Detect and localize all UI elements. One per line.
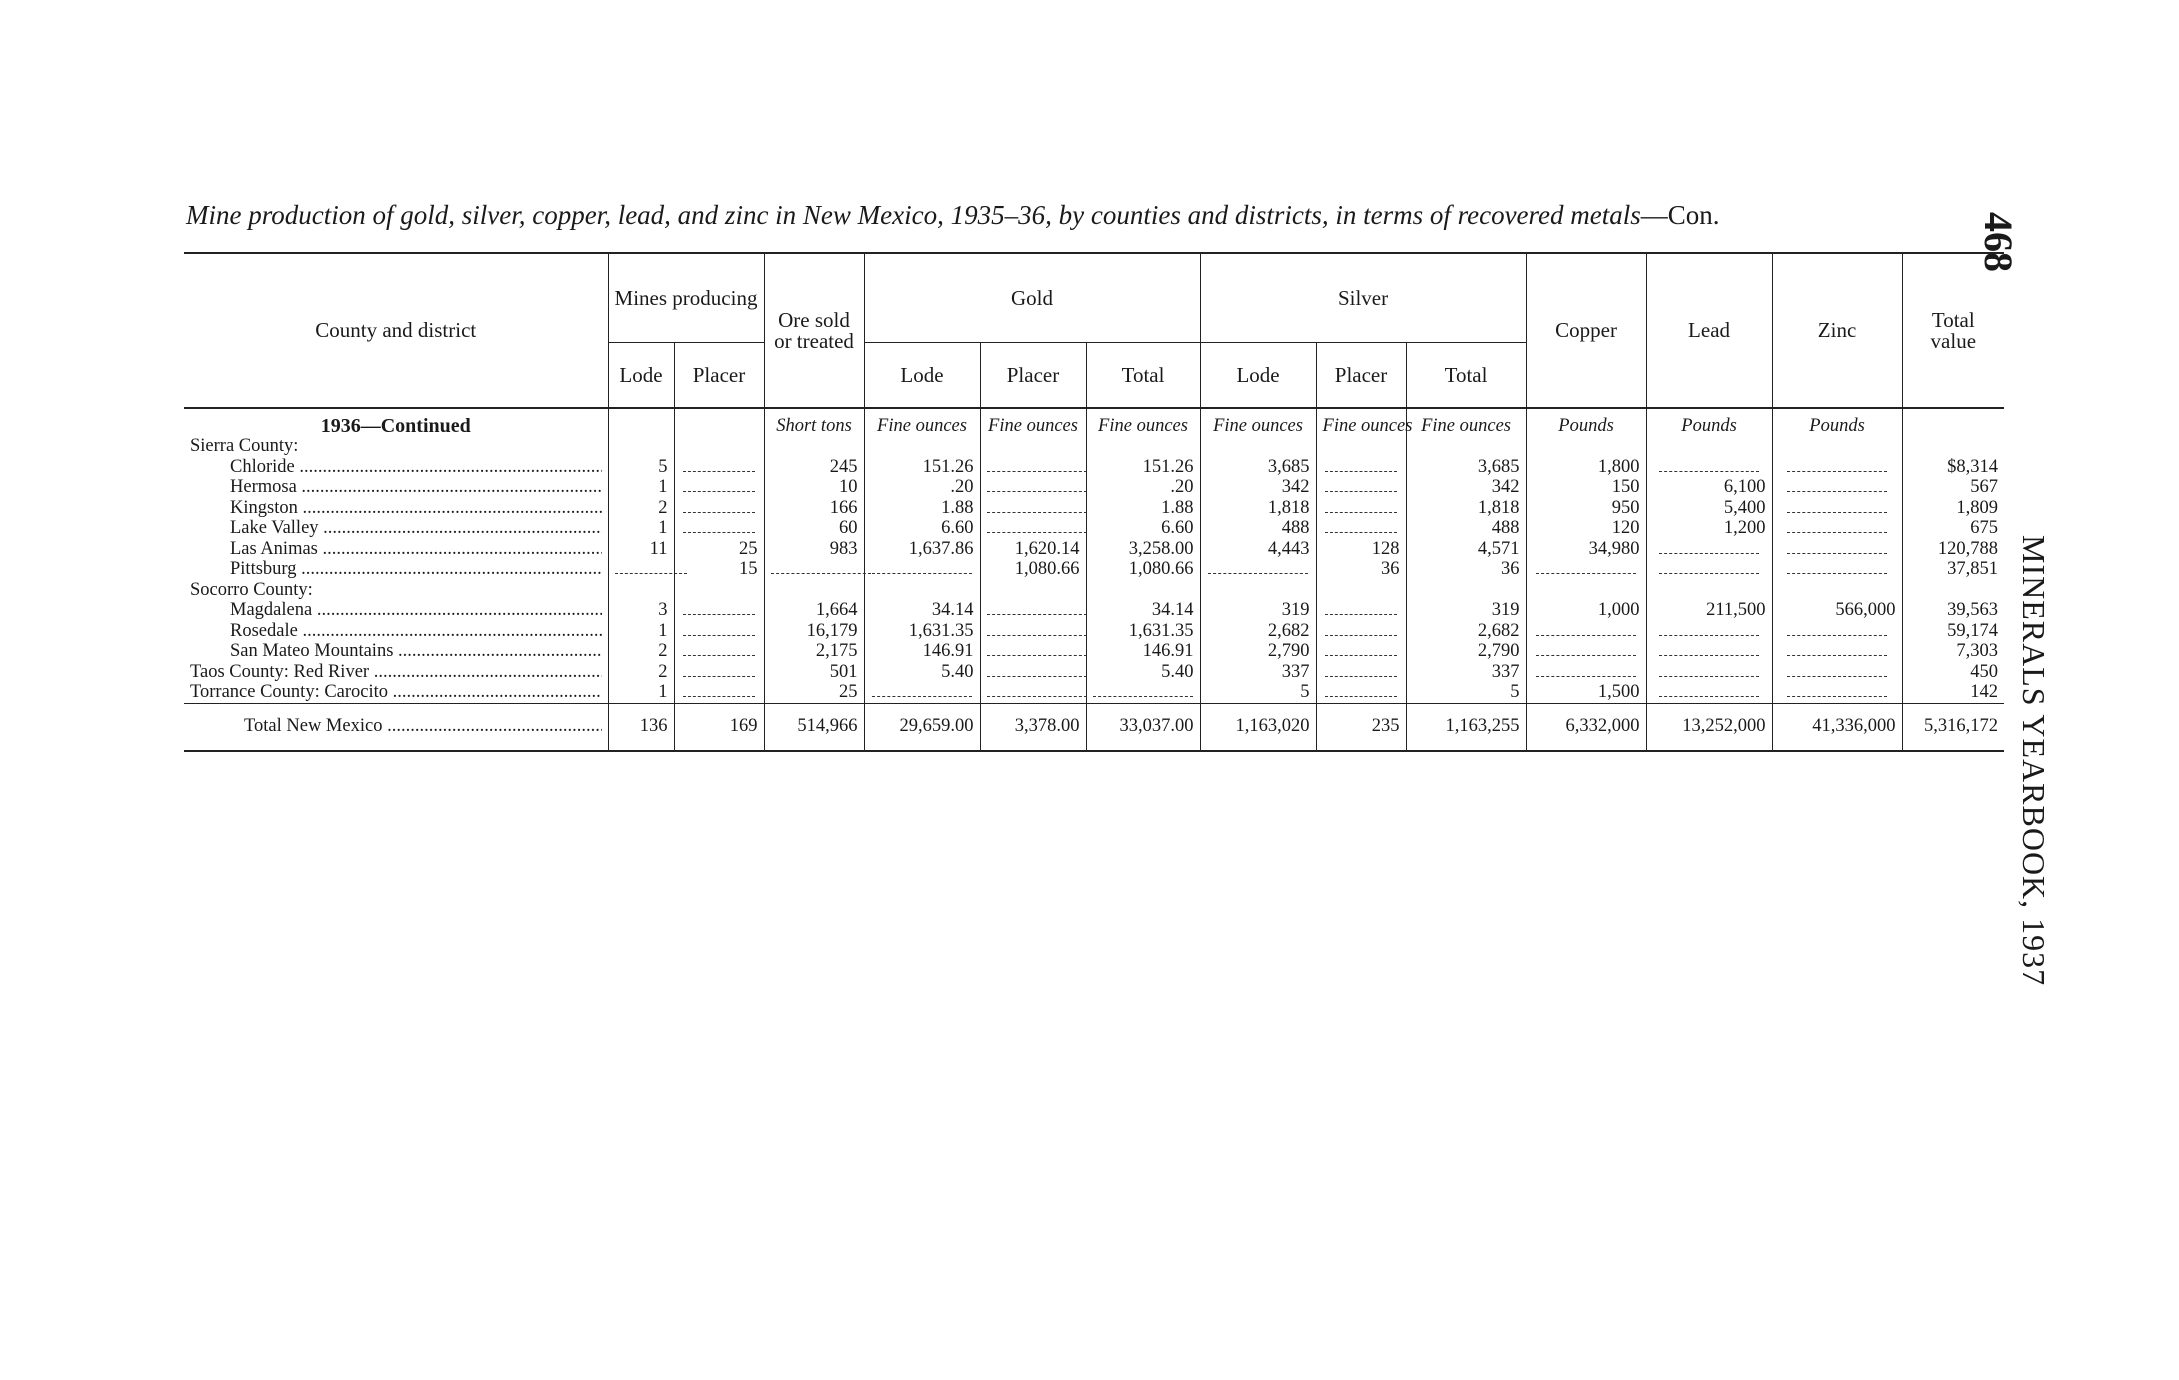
cell-silver-placer: 36	[1316, 559, 1406, 580]
cell-silver-total: 1,163,255	[1406, 703, 1526, 751]
cell-mines-lode: 1	[608, 682, 674, 703]
table-row	[184, 539, 2004, 560]
cell-gold-placer	[980, 600, 1086, 621]
cell-mines-lode: 11	[608, 539, 674, 560]
cell-mines-placer	[674, 498, 764, 519]
cell-gold-placer	[980, 682, 1086, 703]
cell-gold-lode	[864, 682, 980, 703]
district-name: Socorro County:	[190, 579, 313, 600]
cell-mines-placer	[674, 580, 764, 601]
cell-lead: 13,252,000	[1646, 703, 1772, 751]
district-name: Kingston .....	[184, 498, 608, 519]
cell-silver-placer	[1316, 477, 1406, 498]
unit-copper: Pounds	[1526, 408, 1646, 436]
cell-ore: 514,966	[764, 703, 864, 751]
cell-copper: 6,332,000	[1526, 703, 1646, 751]
unit-gold-total: Fine ounces	[1086, 408, 1200, 436]
cell-zinc	[1772, 436, 1902, 457]
cell-silver-total: 337	[1406, 662, 1526, 683]
cell-silver-placer	[1316, 641, 1406, 662]
district-name: San Mateo Mountains .....	[184, 641, 608, 662]
cell-gold-total: 1,080.66	[1086, 559, 1200, 580]
district-name: Torrance County: Carocito .....	[184, 682, 608, 703]
col-header-silver-placer: Placer	[1316, 343, 1406, 409]
cell-lead	[1646, 436, 1772, 457]
cell-mines-lode	[608, 436, 674, 457]
cell-gold-lode	[864, 436, 980, 457]
cell-lead	[1646, 641, 1772, 662]
cell-gold-lode: 1,637.86	[864, 539, 980, 560]
col-header-silver: Silver	[1200, 253, 1526, 343]
cell-gold-total: 151.26	[1086, 457, 1200, 478]
cell-silver-total	[1406, 436, 1526, 457]
cell-copper	[1526, 621, 1646, 642]
cell-mines-lode: 3	[608, 600, 674, 621]
cell-copper: 1,500	[1526, 682, 1646, 703]
cell-gold-lode	[864, 580, 980, 601]
cell-gold-total: 5.40	[1086, 662, 1200, 683]
cell-silver-lode: 3,685	[1200, 457, 1316, 478]
cell-silver-total: 2,790	[1406, 641, 1526, 662]
cell-lead	[1646, 580, 1772, 601]
cell-gold-placer: 1,620.14	[980, 539, 1086, 560]
unit-silver-placer: Fine ounces	[1316, 408, 1406, 436]
cell-ore: 245	[764, 457, 864, 478]
cell-silver-placer: 128	[1316, 539, 1406, 560]
cell-gold-placer: 3,378.00	[980, 703, 1086, 751]
table-row	[184, 477, 2004, 498]
cell-silver-placer	[1316, 436, 1406, 457]
cell-silver-placer	[1316, 457, 1406, 478]
cell-mines-placer: 169	[674, 703, 764, 751]
cell-value: 450	[1902, 662, 2004, 683]
cell-silver-total: 3,685	[1406, 457, 1526, 478]
cell-silver-lode: 337	[1200, 662, 1316, 683]
cell-ore: 10	[764, 477, 864, 498]
cell-silver-total: 4,571	[1406, 539, 1526, 560]
col-header-zinc: Zinc	[1772, 253, 1902, 408]
cell-ore: 16,179	[764, 621, 864, 642]
col-header-copper: Copper	[1526, 253, 1646, 408]
col-header-lead: Lead	[1646, 253, 1772, 408]
cell-zinc	[1772, 580, 1902, 601]
cell-ore: 2,175	[764, 641, 864, 662]
cell-value	[1902, 580, 2004, 601]
cell-copper: 120	[1526, 518, 1646, 539]
cell-mines-lode: 2	[608, 662, 674, 683]
cell-silver-lode	[1200, 559, 1316, 580]
cell-mines-placer	[674, 477, 764, 498]
cell-zinc	[1772, 559, 1902, 580]
district-name: Lake Valley .....	[184, 518, 608, 539]
cell-zinc	[1772, 457, 1902, 478]
cell-silver-placer	[1316, 580, 1406, 601]
cell-value: 37,851	[1902, 559, 2004, 580]
col-header-gold-lode: Lode	[864, 343, 980, 409]
cell-silver-total: 36	[1406, 559, 1526, 580]
district-name: Taos County: Red River .....	[184, 662, 608, 683]
cell-silver-total: 1,818	[1406, 498, 1526, 519]
district-name: Rosedale .....	[184, 621, 608, 642]
col-header-gold-total: Total	[1086, 343, 1200, 409]
cell-gold-total	[1086, 580, 1200, 601]
table-row	[184, 682, 2004, 703]
cell-gold-total: 3,258.00	[1086, 539, 1200, 560]
cell-gold-total	[1086, 436, 1200, 457]
col-header-silver-lode: Lode	[1200, 343, 1316, 409]
district-name: Chloride .....	[184, 457, 608, 478]
cell-silver-placer	[1316, 662, 1406, 683]
cell-gold-placer: 1,080.66	[980, 559, 1086, 580]
unit-gold-placer: Fine ounces	[980, 408, 1086, 436]
cell-mines-placer	[674, 436, 764, 457]
cell-gold-total: 146.91	[1086, 641, 1200, 662]
district-name: Total New Mexico .....	[184, 703, 608, 751]
cell-value: 675	[1902, 518, 2004, 539]
unit-zinc: Pounds	[1772, 408, 1902, 436]
cell-mines-placer	[674, 682, 764, 703]
cell-mines-placer: 15	[674, 559, 764, 580]
cell-copper	[1526, 580, 1646, 601]
table-row	[184, 436, 2004, 457]
cell-gold-placer	[980, 621, 1086, 642]
cell-mines-lode	[608, 559, 674, 580]
cell-zinc: 566,000	[1772, 600, 1902, 621]
col-header-silver-total: Total	[1406, 343, 1526, 409]
cell-copper: 34,980	[1526, 539, 1646, 560]
title-suffix: —Con.	[1640, 200, 1720, 230]
cell-gold-total	[1086, 682, 1200, 703]
cell-zinc	[1772, 682, 1902, 703]
cell-lead	[1646, 559, 1772, 580]
cell-lead	[1646, 621, 1772, 642]
cell-gold-lode: 151.26	[864, 457, 980, 478]
cell-value: $8,314	[1902, 457, 2004, 478]
cell-zinc	[1772, 539, 1902, 560]
table-row	[184, 662, 2004, 683]
cell-lead: 1,200	[1646, 518, 1772, 539]
cell-silver-lode: 4,443	[1200, 539, 1316, 560]
running-head: MINERALS YEARBOOK, 1937	[2016, 535, 2052, 987]
cell-copper: 150	[1526, 477, 1646, 498]
cell-gold-placer	[980, 518, 1086, 539]
table-row	[184, 580, 2004, 601]
cell-mines-lode: 2	[608, 641, 674, 662]
cell-lead	[1646, 457, 1772, 478]
production-table	[184, 252, 2004, 752]
cell-mines-placer	[674, 600, 764, 621]
cell-ore: 983	[764, 539, 864, 560]
table-row	[184, 621, 2004, 642]
units-row	[184, 408, 2004, 436]
cell-gold-total: 33,037.00	[1086, 703, 1200, 751]
cell-lead: 6,100	[1646, 477, 1772, 498]
district-name: Pittsburg .....	[184, 559, 608, 580]
cell-silver-placer	[1316, 621, 1406, 642]
cell-ore	[764, 580, 864, 601]
cell-silver-total: 319	[1406, 600, 1526, 621]
table-row	[184, 559, 2004, 580]
cell-ore: 25	[764, 682, 864, 703]
unit-lead: Pounds	[1646, 408, 1772, 436]
col-header-gold: Gold	[864, 253, 1200, 343]
cell-silver-lode: 1,163,020	[1200, 703, 1316, 751]
cell-gold-lode: 6.60	[864, 518, 980, 539]
col-header-total-value: Total value	[1902, 253, 2004, 408]
col-header-ore: Ore sold or treated	[764, 253, 864, 408]
cell-gold-total: 6.60	[1086, 518, 1200, 539]
col-header-mines: Mines producing	[608, 253, 764, 343]
cell-copper: 1,000	[1526, 600, 1646, 621]
cell-zinc	[1772, 477, 1902, 498]
cell-zinc	[1772, 621, 1902, 642]
cell-zinc	[1772, 662, 1902, 683]
table-row	[184, 518, 2004, 539]
cell-copper: 1,800	[1526, 457, 1646, 478]
district-name: Las Animas .....	[184, 539, 608, 560]
cell-gold-total: .20	[1086, 477, 1200, 498]
cell-mines-lode: 1	[608, 518, 674, 539]
unit-ore: Short tons	[764, 408, 864, 436]
cell-gold-total: 34.14	[1086, 600, 1200, 621]
cell-gold-placer	[980, 641, 1086, 662]
cell-lead	[1646, 682, 1772, 703]
cell-gold-lode: 29,659.00	[864, 703, 980, 751]
cell-gold-lode	[864, 559, 980, 580]
cell-gold-lode: 5.40	[864, 662, 980, 683]
table-row	[184, 641, 2004, 662]
cell-gold-placer	[980, 436, 1086, 457]
table-row	[184, 498, 2004, 519]
cell-mines-lode: 5	[608, 457, 674, 478]
cell-silver-total: 342	[1406, 477, 1526, 498]
cell-mines-lode: 1	[608, 621, 674, 642]
cell-value: 567	[1902, 477, 2004, 498]
cell-value: 142	[1902, 682, 2004, 703]
col-header-county: County and district	[315, 318, 477, 343]
cell-zinc: 41,336,000	[1772, 703, 1902, 751]
unit-silver-lode: Fine ounces	[1200, 408, 1316, 436]
total-row	[184, 703, 2004, 751]
cell-mines-placer: 25	[674, 539, 764, 560]
cell-ore	[764, 436, 864, 457]
page-number: 468	[1976, 212, 2021, 272]
cell-mines-lode: 1	[608, 477, 674, 498]
unit-silver-total: Fine ounces	[1406, 408, 1526, 436]
cell-gold-total: 1.88	[1086, 498, 1200, 519]
district-name: Magdalena .....	[184, 600, 608, 621]
cell-silver-placer	[1316, 600, 1406, 621]
table-row	[184, 457, 2004, 478]
cell-silver-lode	[1200, 580, 1316, 601]
col-header-gold-placer: Placer	[980, 343, 1086, 409]
cell-ore: 1,664	[764, 600, 864, 621]
cell-gold-placer	[980, 662, 1086, 683]
cell-ore: 501	[764, 662, 864, 683]
cell-gold-placer	[980, 580, 1086, 601]
cell-gold-lode: 146.91	[864, 641, 980, 662]
cell-silver-lode: 2,682	[1200, 621, 1316, 642]
cell-ore: 60	[764, 518, 864, 539]
cell-silver-total: 488	[1406, 518, 1526, 539]
cell-zinc	[1772, 498, 1902, 519]
cell-value: 5,316,172	[1902, 703, 2004, 751]
cell-value: 59,174	[1902, 621, 2004, 642]
cell-ore	[764, 559, 864, 580]
cell-silver-lode	[1200, 436, 1316, 457]
cell-value: 39,563	[1902, 600, 2004, 621]
cell-value: 7,303	[1902, 641, 2004, 662]
cell-lead: 211,500	[1646, 600, 1772, 621]
cell-mines-placer	[674, 641, 764, 662]
cell-copper: 950	[1526, 498, 1646, 519]
cell-silver-lode: 488	[1200, 518, 1316, 539]
cell-silver-placer: 235	[1316, 703, 1406, 751]
cell-gold-lode: .20	[864, 477, 980, 498]
cell-silver-total: 2,682	[1406, 621, 1526, 642]
cell-value	[1902, 436, 2004, 457]
cell-gold-total: 1,631.35	[1086, 621, 1200, 642]
cell-silver-placer	[1316, 518, 1406, 539]
cell-silver-lode: 5	[1200, 682, 1316, 703]
col-header-mines-placer: Placer	[674, 343, 764, 409]
cell-mines-lode	[608, 580, 674, 601]
cell-mines-placer	[674, 662, 764, 683]
table-row	[184, 600, 2004, 621]
cell-zinc	[1772, 518, 1902, 539]
cell-value: 120,788	[1902, 539, 2004, 560]
section-label: 1936—Continued	[320, 415, 471, 437]
cell-silver-placer	[1316, 498, 1406, 519]
cell-gold-placer	[980, 457, 1086, 478]
cell-gold-lode: 34.14	[864, 600, 980, 621]
cell-mines-placer	[674, 518, 764, 539]
cell-lead	[1646, 662, 1772, 683]
cell-gold-placer	[980, 498, 1086, 519]
district-name: Sierra County:	[190, 436, 299, 456]
cell-silver-lode: 1,818	[1200, 498, 1316, 519]
cell-mines-placer	[674, 621, 764, 642]
cell-ore: 166	[764, 498, 864, 519]
cell-mines-placer	[674, 457, 764, 478]
cell-lead: 5,400	[1646, 498, 1772, 519]
cell-lead	[1646, 539, 1772, 560]
cell-mines-lode: 136	[608, 703, 674, 751]
cell-silver-placer	[1316, 682, 1406, 703]
cell-mines-lode: 2	[608, 498, 674, 519]
col-header-mines-lode: Lode	[608, 343, 674, 409]
cell-copper	[1526, 559, 1646, 580]
cell-zinc	[1772, 641, 1902, 662]
cell-silver-total	[1406, 580, 1526, 601]
cell-silver-lode: 342	[1200, 477, 1316, 498]
district-name: Hermosa .....	[184, 477, 608, 498]
cell-copper	[1526, 641, 1646, 662]
table-title: Mine production of gold, silver, copper, lead, and zinc in New Mexico, 1935–36, by counties and districts, in terms of recovered metals—Con.	[186, 200, 1720, 230]
cell-gold-lode: 1,631.35	[864, 621, 980, 642]
unit-gold-lode: Fine ounces	[864, 408, 980, 436]
cell-value: 1,809	[1902, 498, 2004, 519]
cell-gold-placer	[980, 477, 1086, 498]
cell-silver-total: 5	[1406, 682, 1526, 703]
cell-copper	[1526, 436, 1646, 457]
cell-silver-lode: 319	[1200, 600, 1316, 621]
cell-silver-lode: 2,790	[1200, 641, 1316, 662]
cell-gold-lode: 1.88	[864, 498, 980, 519]
cell-copper	[1526, 662, 1646, 683]
